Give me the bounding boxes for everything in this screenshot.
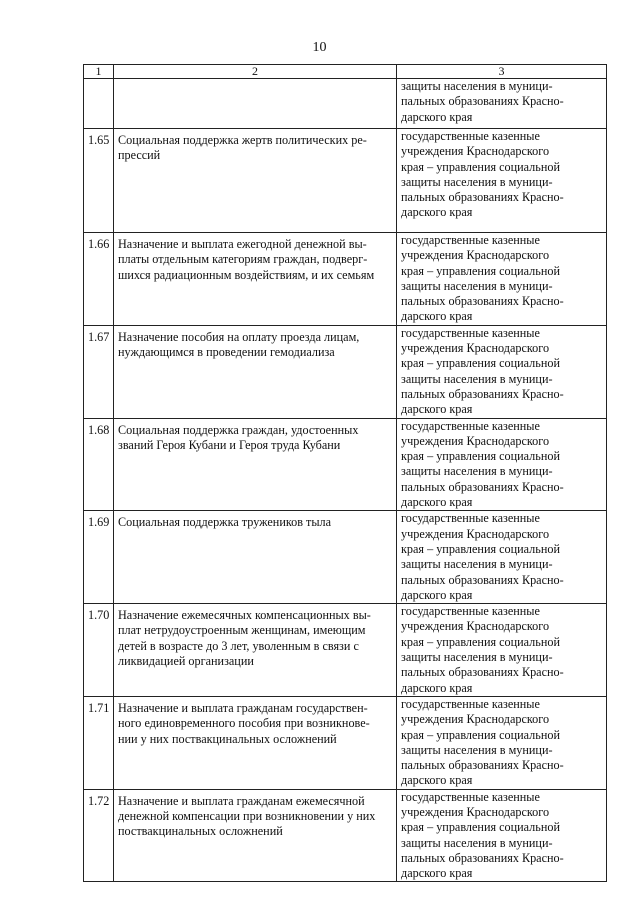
table-row bbox=[84, 325, 607, 418]
column-header-2: 2 bbox=[114, 65, 397, 79]
table-row bbox=[84, 418, 607, 511]
service-name-cell: Социальная поддержка тружеников тыла bbox=[114, 511, 397, 604]
responsible-body-cell: государственные казенные учреждения Краснодарского края – управления социальной защиты населения в муници- пальных образованиях Красно- дарского края bbox=[397, 511, 607, 604]
service-name-cell: Назначение и выплата гражданам государствен- ного единовременного пособия при возникнове- нии у них поствакцинальных осложнений bbox=[114, 696, 397, 789]
table-row bbox=[84, 233, 607, 326]
table-row bbox=[84, 696, 607, 789]
row-number-cell: 1.65 bbox=[84, 129, 114, 233]
service-name-cell bbox=[114, 79, 397, 129]
responsible-body-cell: защиты населения в муници- пальных образованиях Красно- дарского края bbox=[397, 79, 607, 129]
responsible-body-cell: государственные казенные учреждения Краснодарского края – управления социальной защиты населения в муници- пальных образованиях Красно- дарского края bbox=[397, 696, 607, 789]
service-name-cell: Назначение ежемесячных компенсационных вы- плат нетрудоустроенным женщинам, имеющим детей в возрасте до 3 лет, уволенным в связи с ликвидацией организации bbox=[114, 604, 397, 697]
row-number-cell: 1.69 bbox=[84, 511, 114, 604]
column-header-1: 1 bbox=[84, 65, 114, 79]
row-number-cell: 1.68 bbox=[84, 418, 114, 511]
column-header-3: 3 bbox=[397, 65, 607, 79]
service-name-cell: Назначение пособия на оплату проезда лицам, нуждающимся в проведении гемодиализа bbox=[114, 325, 397, 418]
row-number-cell bbox=[84, 79, 114, 129]
service-name-cell: Социальная поддержка граждан, удостоенных званий Героя Кубани и Героя труда Кубани bbox=[114, 418, 397, 511]
row-number-cell: 1.72 bbox=[84, 789, 114, 882]
table-row bbox=[84, 129, 607, 233]
row-number-cell: 1.67 bbox=[84, 325, 114, 418]
responsible-body-cell: государственные казенные учреждения Краснодарского края – управления социальной защиты населения в муници- пальных образованиях Красно- дарского края bbox=[397, 129, 607, 233]
table-row bbox=[84, 604, 607, 697]
responsible-body-cell: государственные казенные учреждения Краснодарского края – управления социальной защиты населения в муници- пальных образованиях Красно- дарского края bbox=[397, 233, 607, 326]
responsible-body-cell: государственные казенные учреждения Краснодарского края – управления социальной защиты населения в муници- пальных образованиях Красно- дарского края bbox=[397, 604, 607, 697]
responsible-body-cell: государственные казенные учреждения Краснодарского края – управления социальной защиты населения в муници- пальных образованиях Красно- дарского края bbox=[397, 789, 607, 882]
service-name-cell: Назначение и выплата ежегодной денежной вы- платы отдельным категориям граждан, подверг- шихся радиационным воздействиям, и их семьям bbox=[114, 233, 397, 326]
services-table bbox=[83, 64, 607, 882]
service-name-cell: Социальная поддержка жертв политических ре- прессий bbox=[114, 129, 397, 233]
row-number-cell: 1.66 bbox=[84, 233, 114, 326]
row-number-cell: 1.71 bbox=[84, 696, 114, 789]
table-row-continuation bbox=[84, 79, 607, 129]
table-row bbox=[84, 789, 607, 882]
responsible-body-cell: государственные казенные учреждения Краснодарского края – управления социальной защиты населения в муници- пальных образованиях Красно- дарского края bbox=[397, 325, 607, 418]
service-name-cell: Назначение и выплата гражданам ежемесячной денежной компенсации при возникновении у них поствакцинальных осложнений bbox=[114, 789, 397, 882]
table-row bbox=[84, 511, 607, 604]
table-header-row bbox=[84, 65, 607, 79]
responsible-body-cell: государственные казенные учреждения Краснодарского края – управления социальной защиты населения в муници- пальных образованиях Красно- дарского края bbox=[397, 418, 607, 511]
page-number: 10 bbox=[312, 40, 327, 55]
row-number-cell: 1.70 bbox=[84, 604, 114, 697]
